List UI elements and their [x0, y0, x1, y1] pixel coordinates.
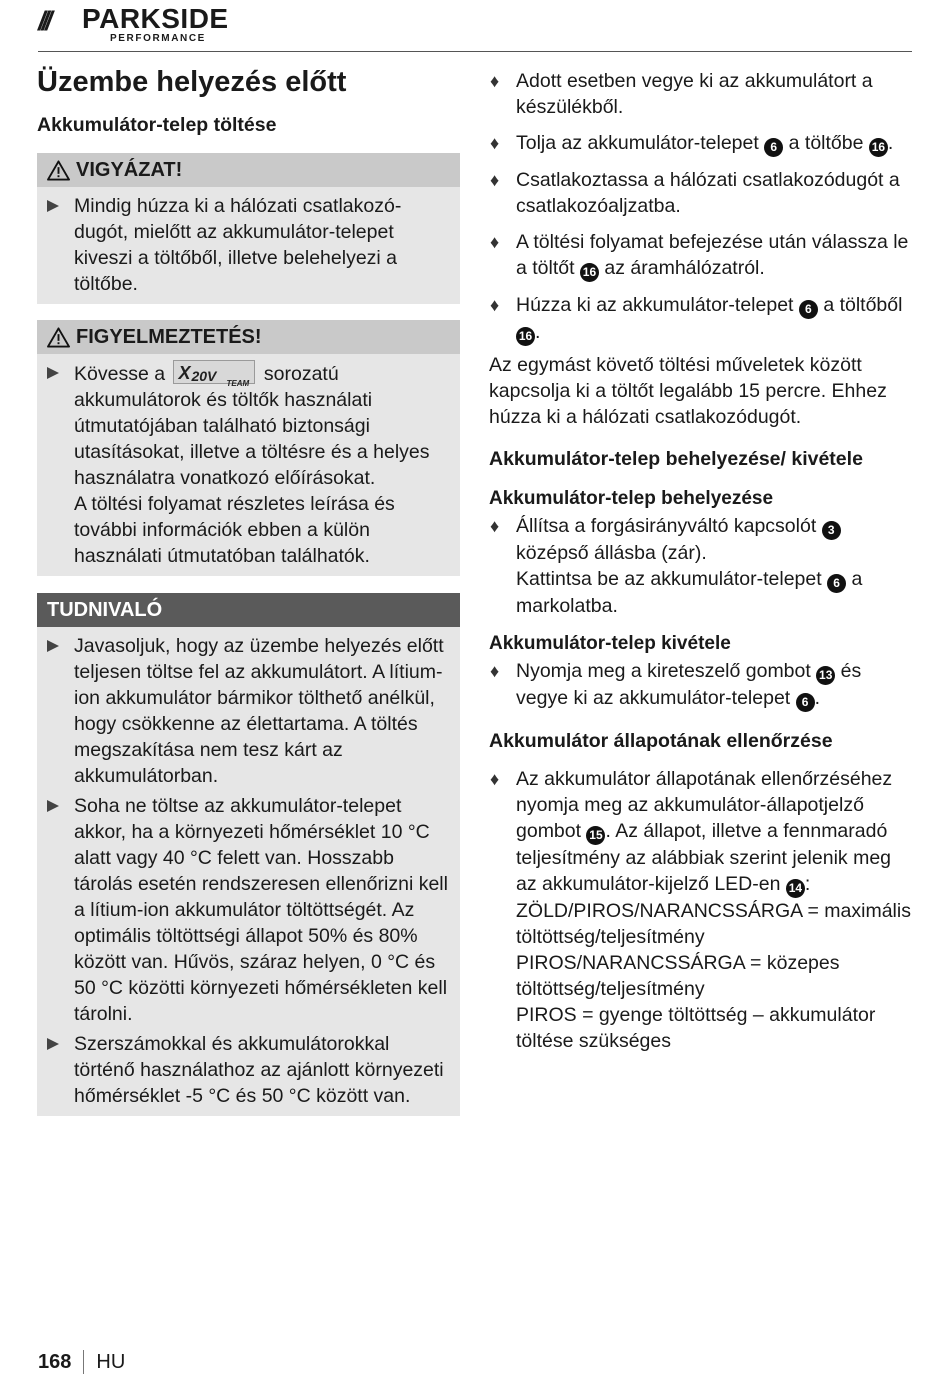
- part-number-badge: 3: [822, 521, 841, 540]
- page-footer: [38, 1350, 125, 1374]
- charging-step: ♦ Adott esetben vegye ki az akkumulátort a készülékből.: [490, 70, 873, 118]
- warning-text-before: Kövesse a: [74, 363, 166, 385]
- arrow-bullet-icon: [47, 800, 59, 812]
- diamond-bullet-icon: ♦: [490, 232, 500, 252]
- right-column: [489, 68, 912, 1064]
- parkside-logo: [38, 2, 228, 46]
- arrow-bullet-icon: [47, 200, 59, 212]
- header-divider: [38, 51, 912, 52]
- diamond-bullet-icon: ♦: [490, 71, 500, 91]
- note-item: Soha ne töltse az akkumulátor-telepet akkor, ha a környezeti hőmérséklet 10 °C alatt vagy 40 °C felett van. Hosszabb tárolás esetén rendszeresen ellenőrizni kell a lítium-ion akkumulátor töltöttségét. Az optimális töltöttségi állapot 50% és 80% között van. Hűvös, száraz helyen, 0 °C és 50 °C közötti környezeti hőmérsékleten kell tárolni.: [47, 793, 452, 1027]
- warning-triangle-icon: [47, 160, 70, 181]
- arrow-bullet-icon: [47, 367, 59, 379]
- note-heading: TUDNIVALÓ: [47, 598, 163, 621]
- diamond-bullet-icon: ♦: [490, 133, 500, 153]
- diamond-bullet-icon: ♦: [490, 295, 500, 315]
- diamond-bullet-icon: ♦: [490, 170, 500, 190]
- charging-step: ♦ Tolja az akkumulátor-telepet 6 a töltőbe 16 .: [489, 130, 912, 157]
- warning-header: [37, 320, 460, 354]
- note-item: Szerszámokkal és akkumulátorokkal történő használathoz az ajánlott környezeti hőmérséklet -5 °C és 50 °C között van.: [47, 1031, 452, 1109]
- part-number-badge: 16: [869, 138, 888, 157]
- logo-performance: PERFORMANCE: [110, 33, 206, 44]
- charging-step: ♦ Csatlakoztassa a hálózati csatlakozódugót a csatlakozóaljzatba.: [490, 169, 900, 217]
- footer-divider: [83, 1350, 84, 1374]
- part-number-badge: 14: [786, 879, 805, 898]
- part-number-badge: 6: [796, 693, 815, 712]
- section-heading-status: Akkumulátor állapotának ellenőrzése: [489, 730, 833, 752]
- logo-slashes: ///: [38, 6, 49, 36]
- logo-brand: PARKSIDE: [82, 3, 229, 34]
- caution-item: [47, 193, 452, 297]
- language-code: HU: [96, 1350, 126, 1373]
- caution-header: [37, 153, 460, 187]
- note-box: [37, 593, 460, 1116]
- section-heading-insert-remove: Akkumulátor-telep behelyezése/ kivétele: [489, 448, 863, 470]
- part-number-badge: 15: [586, 826, 605, 845]
- status-level: PIROS = gyenge töltöttség – akkumulátor töltése szükséges: [516, 1004, 876, 1052]
- left-column: [37, 64, 460, 1116]
- warning-text-2: A töltési folyamat részletes leírása és további információk ebben a külön használati útmutatóban találhatók.: [74, 493, 395, 567]
- section-subtitle-charging: Akkumulátor-telep töltése: [37, 114, 277, 136]
- part-number-badge: 13: [816, 666, 835, 685]
- status-level: PIROS/NARANCSSÁRGA = közepes töltöttség/teljesítmény: [516, 952, 840, 1000]
- part-number-badge: 16: [516, 327, 535, 346]
- charging-step: ♦ A töltési folyamat befejezése után válassza le a töltőt 16 az áramhálózatról.: [489, 229, 912, 282]
- warning-item: [47, 360, 452, 569]
- part-number-badge: 6: [799, 300, 818, 319]
- subheading-insert: Akkumulátor-telep behelyezése: [489, 488, 774, 509]
- diamond-bullet-icon: ♦: [490, 661, 500, 681]
- arrow-bullet-icon: [47, 640, 59, 652]
- note-header: [37, 593, 460, 627]
- part-number-badge: 16: [580, 263, 599, 282]
- page-number: 168: [38, 1350, 72, 1373]
- warning-heading: FIGYELMEZTETÉS!: [76, 325, 262, 348]
- caution-text: Mindig húzza ki a hálózati csatlakozó-dugót, mielőtt az akkumulátor-telepet kiveszi a töltőből, illetve belehelyezi a töltőbe.: [74, 195, 402, 295]
- remove-step: ♦ Nyomja meg a kireteszelő gombot 13 és vegye ki az akkumulátor-telepet 6 .: [489, 658, 912, 712]
- note-item: Javasoljuk, hogy az üzembe helyezés előtt teljesen töltse fel az akkumulátort. A lítium-ion akkumulátor bármikor tölthető anélkül, hogy csökkenne az élettartama. A töltés megszakítása nem tesz kárt az akkumulátorban.: [47, 633, 452, 789]
- insert-step: ♦ Állítsa a forgásirányváltó kapcsolót 3 középső állásba (zár). Kattintsa be az akkumulátor-telepet 6 a markolatba.: [490, 515, 863, 617]
- charging-step: ♦ Húzza ki az akkumulátor-telepet 6 a töltőből 16 .: [489, 292, 912, 346]
- warning-box: [37, 320, 460, 576]
- diamond-bullet-icon: ♦: [490, 769, 500, 789]
- page-title: Üzembe helyezés előtt: [37, 66, 347, 98]
- status-level: ZÖLD/PIROS/NARANCSSÁRGA = maximális töltöttség/teljesítmény: [516, 900, 911, 948]
- arrow-bullet-icon: [47, 1038, 59, 1050]
- caution-box: [37, 153, 460, 304]
- caution-heading: VIGYÁZAT!: [76, 158, 183, 181]
- x20v-team-logo: X 20V TEAM: [173, 360, 255, 384]
- diamond-bullet-icon: ♦: [490, 516, 500, 536]
- part-number-badge: 6: [827, 574, 846, 593]
- pause-note: Az egymást követő töltési műveletek között kapcsolja ki a töltőt legalább 15 percre. Ehhez húzza ki a hálózati csatlakozódugót.: [489, 354, 887, 428]
- status-step: ♦ Az akkumulátor állapotának ellenőrzéséhez nyomja meg az akkumulátor-állapotjelző gombot 15 . Az állapot, illetve a fennmaradó teljesítmény az alábbiak szerint jelenik meg az akkumulátor-kijelző LED-en 14 : ZÖLD/PIROS/NARANCSSÁRGA = maximális töltöttség/teljesítmény PIROS/NARANCSSÁRGA = közepes töltöttség/teljesítmény PIROS = gyenge töltöttség – akkumulátor töltése szükséges: [490, 768, 911, 1052]
- subheading-remove: Akkumulátor-telep kivétele: [489, 633, 731, 654]
- warning-triangle-icon: [47, 327, 70, 348]
- warning-text-after: sorozatú akkumulátorok és töltők használati útmutatójában található biztonsági utasításokat, illetve a töltésre és a helyes használatra vonatkozó előírásokat.: [74, 363, 430, 489]
- part-number-badge: 6: [764, 138, 783, 157]
